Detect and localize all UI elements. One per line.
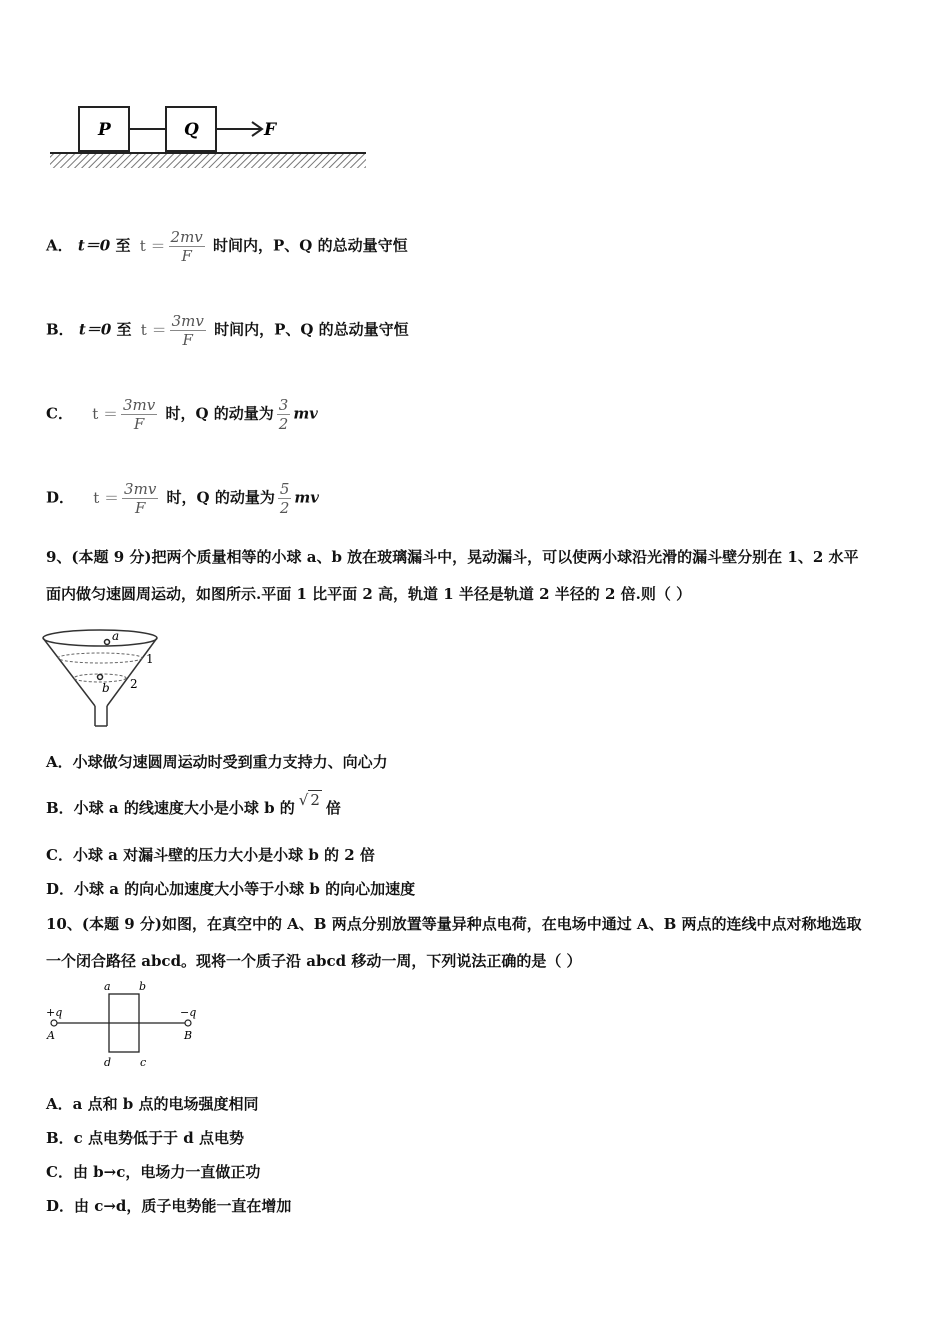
label-b: b [102,681,110,695]
ball-b [98,675,103,680]
label-point-a: A [47,1029,55,1042]
q10-option-b: B．c 点电势低于于 d 点电势 [46,1129,244,1147]
q10-option-c: C．由 b→c，电场力一直做正功 [46,1163,261,1181]
q9-option-d: D．小球 a 的向心加速度大小等于小球 b 的向心加速度 [46,880,416,898]
label-corner-b: b [139,980,147,993]
label-corner-d: d [104,1056,112,1069]
funnel-rim [43,630,157,646]
q8-option-a: A． t＝0 至 t ＝ $\frac{2mv}{F}$ 时间内，P、Q 的总动量守恒 [46,228,408,265]
label-p: P [98,120,111,140]
label-point-b: B [184,1029,193,1042]
q9-option-a: A．小球做匀速圆周运动时受到重力支持力、向心力 [46,753,388,771]
label-1: 1 [146,652,154,666]
q10-stem-line1: 10、(本题 9 分)如图，在真空中的 A、B 两点分别放置等量异种点电荷，在电场中通过 A、B 两点的连线中点对称地选取 [46,915,862,933]
funnel-figure [40,618,170,730]
funnel-wall-left [43,638,95,706]
fraction: $\frac{3mv}{F}$ [171,312,204,349]
label-f: F [264,120,277,140]
label-corner-a: a [104,980,111,993]
orbit-1 [58,653,142,663]
charge-b [185,1020,191,1026]
q8-option-d: D． t ＝ $\frac{3mv}{F}$ 时，Q 的动量为 $\frac{5}{2}$ mv [46,480,319,517]
q9-stem-line1: 9、(本题 9 分)把两个质量相等的小球 a、b 放在玻璃漏斗中，晃动漏斗，可以使两小球沿光滑的漏斗壁分别在 1、2 水平 [46,548,859,566]
label-a: a [112,629,120,643]
funnel-wall-right [107,638,157,706]
q10-option-d: D．由 c→d，质子电势能一直在增加 [46,1197,292,1215]
charge-a [51,1020,57,1026]
fraction: $\frac{3}{2}$ [278,396,289,433]
ground-hatch [50,153,366,168]
label-minus-q: −q [180,1006,197,1019]
label-2: 2 [130,677,138,691]
q8-option-c: C． t ＝ $\frac{3mv}{F}$ 时，Q 的动量为 $\frac{3}{2}$ mv [46,396,318,433]
blocks-figure [50,100,370,172]
fraction: $\frac{3mv}{F}$ [124,480,157,517]
q9-stem-line2: 面内做匀速圆周运动，如图所示.平面 1 比平面 2 高，轨道 1 半径是轨道 2 半径的 2 倍.则（ ） [46,585,692,603]
q10-option-a: A．a 点和 b 点的电场强度相同 [46,1095,259,1113]
label-q: Q [184,120,199,140]
q8-option-b: B． t＝0 至 t ＝ $\frac{3mv}{F}$ 时间内，P、Q 的总动量守恒 [46,312,409,349]
sqrt-symbol: √ 2 [298,791,320,809]
q9-option-b: B．小球 a 的线速度大小是小球 b 的 √ 2 倍 [46,791,341,817]
label-corner-c: c [140,1056,147,1069]
fraction: $\frac{3mv}{F}$ [122,396,156,433]
q10-stem-line2: 一个闭合路径 abcd。现将一个质子沿 abcd 移动一周，下列说法正确的是（ ） [46,952,582,970]
ball-a [105,640,110,645]
fraction: $\frac{5}{2}$ [279,480,290,517]
fraction: $\frac{2mv}{F}$ [170,228,203,265]
q9-option-c: C．小球 a 对漏斗壁的压力大小是小球 b 的 2 倍 [46,846,375,864]
charges-figure [42,978,212,1072]
label-plus-q: +q [46,1006,63,1019]
